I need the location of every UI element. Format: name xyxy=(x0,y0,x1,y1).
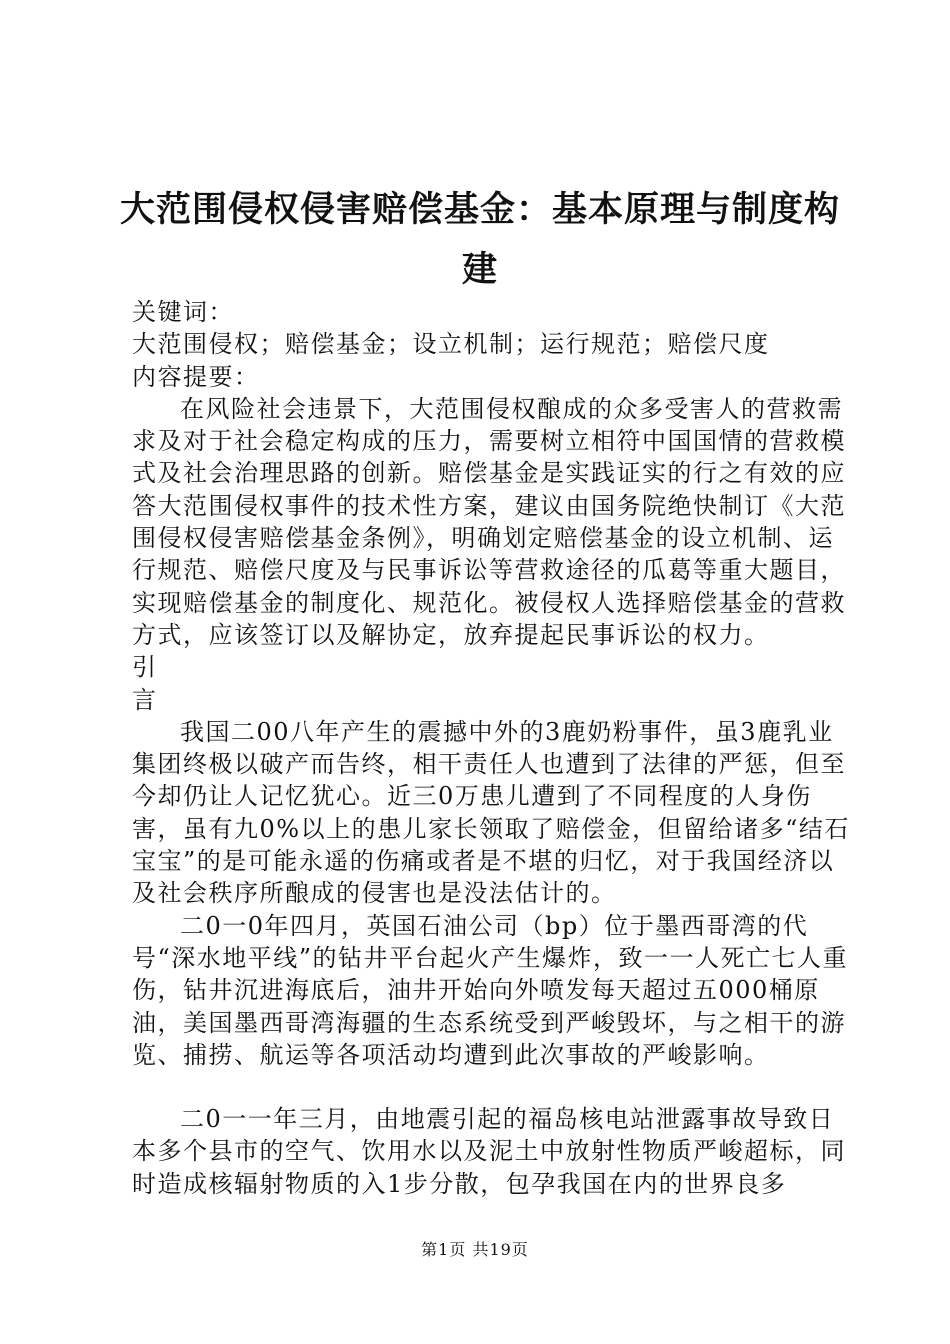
keywords-text: 大范围侵权；赔偿基金；设立机制；运行规范；赔偿尺度 xyxy=(132,330,770,359)
document-title-line2: 建 xyxy=(461,249,498,290)
document-body xyxy=(132,296,852,1200)
body-paragraph-3: 二0一一年三月，由地震引起的福岛核电站泄露事故导致日本多个县市的空气、饮用水以及泥土中放射性物质严峻超标，同时造成核辐射物质的入1步分散，包孕我国在内的世界良多 xyxy=(132,1105,846,1198)
paragraph-spacer xyxy=(132,1071,852,1103)
intro-heading-char1: 引 xyxy=(132,653,158,682)
document-title-line1: 大范围侵权侵害赔偿基金：基本原理与制度构 xyxy=(119,189,840,230)
keywords-label: 关键词： xyxy=(132,298,234,326)
abstract-label: 内容提要： xyxy=(132,362,260,391)
intro-heading-char2: 言 xyxy=(132,685,158,714)
abstract-paragraph: 在风险社会违景下，大范围侵权酿成的众多受害人的营救需求及对于社会稳定构成的压力，需要树立相符中国国情的营救模式及社会治理思路的创新。赔偿基金是实践证实的行之有效的应答大范围侵权事件的技术性方案，建议由国务院绝快制订《大范围侵权侵害赔偿基金条例》，明确划定赔偿基金的设立机制、运行规范、赔偿尺度及与民事诉讼等营救途径的瓜葛等重大题目，实现赔偿基金的制度化、规范化。被侵权人选择赔偿基金的营救方式，应该签订以及解协定，放弃提起民事诉讼的权力。 xyxy=(132,394,846,649)
body-paragraph-1: 我国二00八年产生的震撼中外的3鹿奶粉事件，虽3鹿乳业集团终极以破产而告终，相干责任人也遭到了法律的严惩，但至今却仍让人记忆犹心。近三0万患儿遭到了不同程度的人身伤害，虽有九0%以上的患儿家长领取了赔偿金，但留给诸多“结石宝宝”的是可能永遥的伤痛或者是不堪的归忆，对于我国经济以及社会秩序所酿成的侵害也是没法估计的。 xyxy=(132,717,850,908)
page-footer: 第1页 共19页 xyxy=(421,1240,529,1259)
body-paragraph-2: 二0一0年四月，英国石油公司（bp）位于墨西哥湾的代号“深水地平线”的钻井平台起火产生爆炸，致一一人死亡七人重伤，钻井沉进海底后，油井开始向外喷发每天超过五000桶原油，美国墨西哥湾海疆的生态系统受到严峻毁坏，与之相干的游览、捕捞、航运等各项活动均遭到此次事故的严峻影响。 xyxy=(132,911,849,1069)
